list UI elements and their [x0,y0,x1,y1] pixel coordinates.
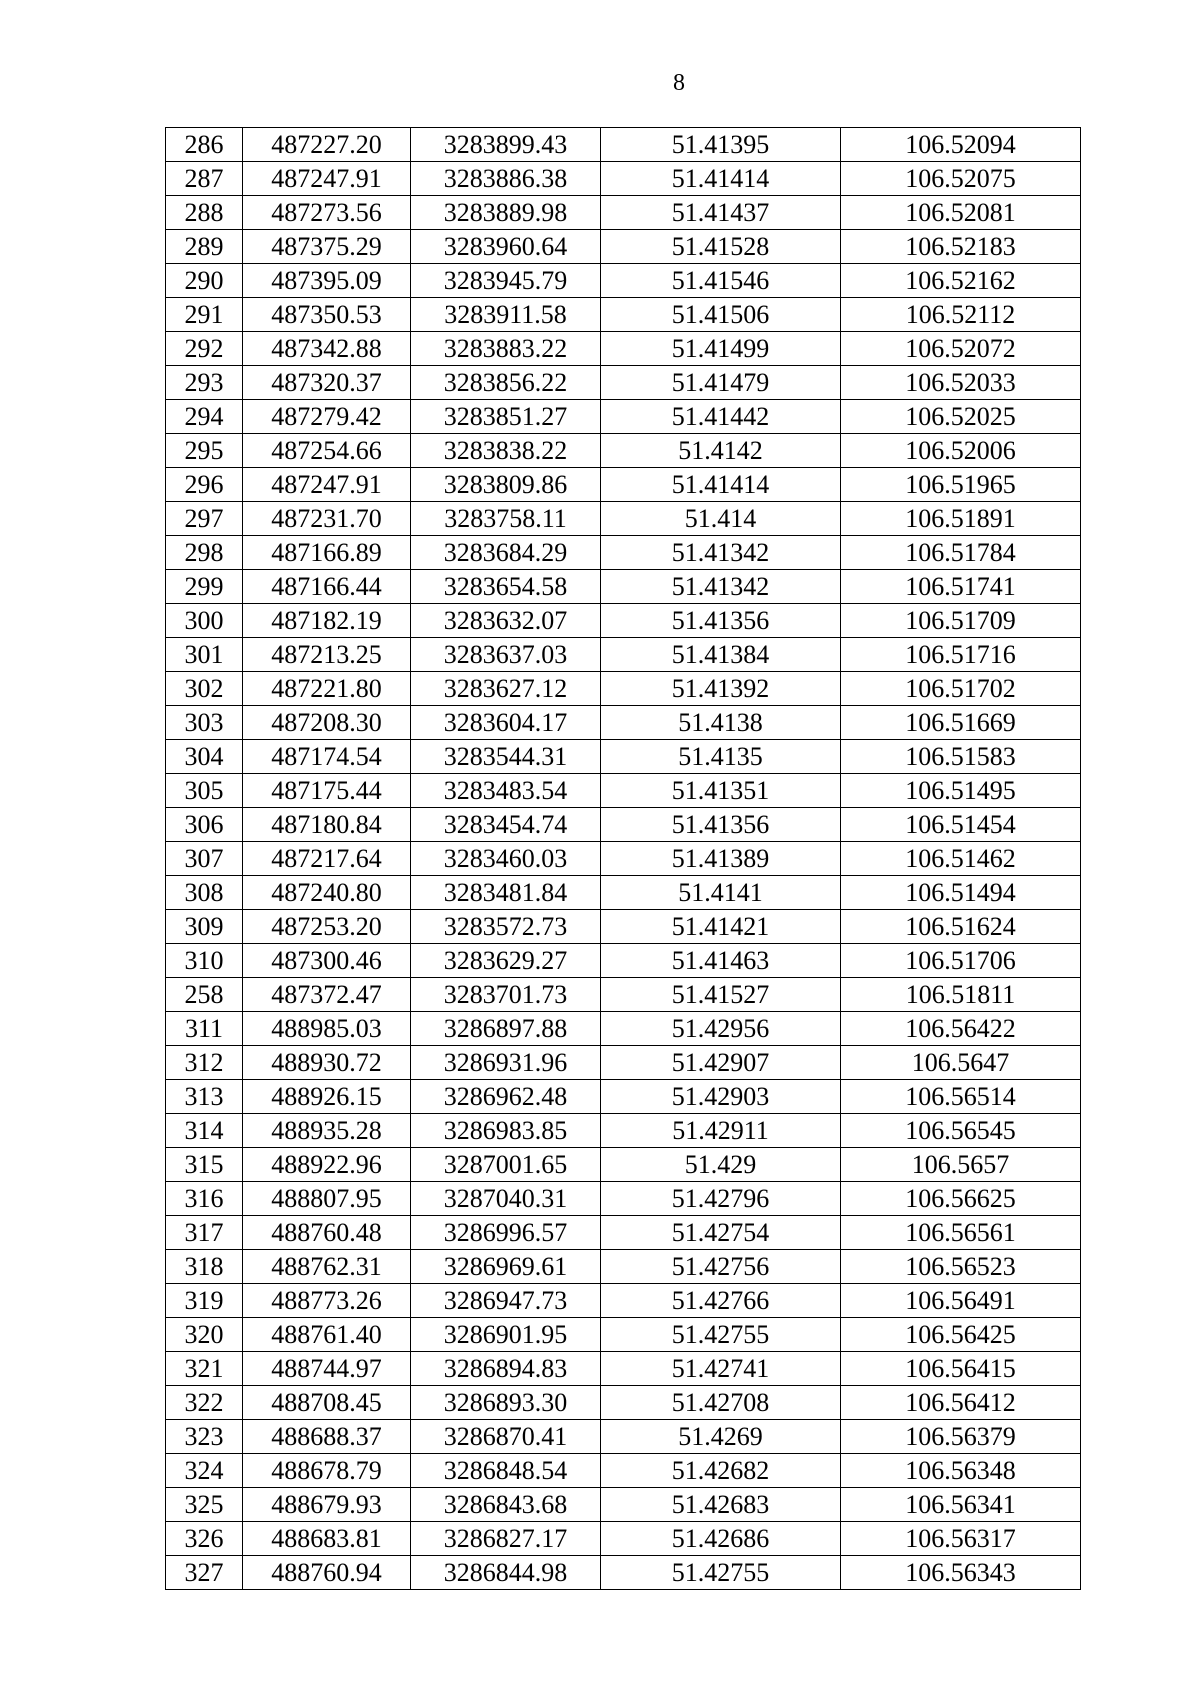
latitude-cell: 106.56343 [841,1556,1081,1590]
x-coordinate-cell: 488688.37 [243,1420,411,1454]
x-coordinate-cell: 487221.80 [243,672,411,706]
point-number-cell: 309 [166,910,243,944]
latitude-cell: 106.52025 [841,400,1081,434]
y-coordinate-cell: 3286844.98 [411,1556,601,1590]
longitude-cell: 51.42686 [601,1522,841,1556]
point-number-cell: 287 [166,162,243,196]
table-row [166,604,1081,638]
point-number-cell: 293 [166,366,243,400]
longitude-cell: 51.41351 [601,774,841,808]
x-coordinate-cell: 488760.94 [243,1556,411,1590]
table-row [166,230,1081,264]
longitude-cell: 51.41414 [601,468,841,502]
y-coordinate-cell: 3286827.17 [411,1522,601,1556]
x-coordinate-cell: 488760.48 [243,1216,411,1250]
point-number-cell: 323 [166,1420,243,1454]
point-number-cell: 314 [166,1114,243,1148]
point-number-cell: 296 [166,468,243,502]
point-number-cell: 326 [166,1522,243,1556]
longitude-cell: 51.42754 [601,1216,841,1250]
x-coordinate-cell: 488678.79 [243,1454,411,1488]
latitude-cell: 106.52006 [841,434,1081,468]
point-number-cell: 307 [166,842,243,876]
longitude-cell: 51.42708 [601,1386,841,1420]
latitude-cell: 106.51965 [841,468,1081,502]
latitude-cell: 106.56348 [841,1454,1081,1488]
x-coordinate-cell: 487227.20 [243,128,411,162]
table-row [166,1216,1081,1250]
latitude-cell: 106.56422 [841,1012,1081,1046]
point-number-cell: 318 [166,1250,243,1284]
longitude-cell: 51.41389 [601,842,841,876]
latitude-cell: 106.5647 [841,1046,1081,1080]
y-coordinate-cell: 3286843.68 [411,1488,601,1522]
x-coordinate-cell: 487182.19 [243,604,411,638]
longitude-cell: 51.41392 [601,672,841,706]
x-coordinate-cell: 487166.89 [243,536,411,570]
y-coordinate-cell: 3286897.88 [411,1012,601,1046]
longitude-cell: 51.41442 [601,400,841,434]
point-number-cell: 317 [166,1216,243,1250]
y-coordinate-cell: 3286947.73 [411,1284,601,1318]
longitude-cell: 51.41384 [601,638,841,672]
x-coordinate-cell: 488926.15 [243,1080,411,1114]
y-coordinate-cell: 3283654.58 [411,570,601,604]
longitude-cell: 51.41342 [601,570,841,604]
table-row [166,944,1081,978]
table-row [166,978,1081,1012]
latitude-cell: 106.51494 [841,876,1081,910]
latitude-cell: 106.52162 [841,264,1081,298]
x-coordinate-cell: 488773.26 [243,1284,411,1318]
table-row [166,400,1081,434]
latitude-cell: 106.5657 [841,1148,1081,1182]
latitude-cell: 106.51702 [841,672,1081,706]
latitude-cell: 106.51706 [841,944,1081,978]
point-number-cell: 298 [166,536,243,570]
point-number-cell: 289 [166,230,243,264]
x-coordinate-cell: 488930.72 [243,1046,411,1080]
y-coordinate-cell: 3283454.74 [411,808,601,842]
y-coordinate-cell: 3283886.38 [411,162,601,196]
latitude-cell: 106.52075 [841,162,1081,196]
y-coordinate-cell: 3286848.54 [411,1454,601,1488]
table-row [166,536,1081,570]
longitude-cell: 51.41421 [601,910,841,944]
y-coordinate-cell: 3283809.86 [411,468,601,502]
table-row [166,706,1081,740]
latitude-cell: 106.52094 [841,128,1081,162]
y-coordinate-cell: 3283604.17 [411,706,601,740]
point-number-cell: 325 [166,1488,243,1522]
longitude-cell: 51.4141 [601,876,841,910]
longitude-cell: 51.41342 [601,536,841,570]
x-coordinate-cell: 488985.03 [243,1012,411,1046]
latitude-cell: 106.51811 [841,978,1081,1012]
coordinates-table-body [166,128,1081,1590]
y-coordinate-cell: 3283883.22 [411,332,601,366]
latitude-cell: 106.56412 [841,1386,1081,1420]
point-number-cell: 322 [166,1386,243,1420]
point-number-cell: 315 [166,1148,243,1182]
latitude-cell: 106.52112 [841,298,1081,332]
y-coordinate-cell: 3286894.83 [411,1352,601,1386]
y-coordinate-cell: 3283572.73 [411,910,601,944]
longitude-cell: 51.4138 [601,706,841,740]
x-coordinate-cell: 488683.81 [243,1522,411,1556]
table-row [166,162,1081,196]
x-coordinate-cell: 488679.93 [243,1488,411,1522]
y-coordinate-cell: 3283684.29 [411,536,601,570]
y-coordinate-cell: 3283945.79 [411,264,601,298]
point-number-cell: 316 [166,1182,243,1216]
x-coordinate-cell: 487217.64 [243,842,411,876]
point-number-cell: 290 [166,264,243,298]
table-row [166,1352,1081,1386]
x-coordinate-cell: 487166.44 [243,570,411,604]
y-coordinate-cell: 3287040.31 [411,1182,601,1216]
point-number-cell: 304 [166,740,243,774]
point-number-cell: 311 [166,1012,243,1046]
longitude-cell: 51.42755 [601,1556,841,1590]
latitude-cell: 106.51583 [841,740,1081,774]
longitude-cell: 51.42682 [601,1454,841,1488]
longitude-cell: 51.4142 [601,434,841,468]
latitude-cell: 106.51454 [841,808,1081,842]
latitude-cell: 106.51624 [841,910,1081,944]
table-row [166,332,1081,366]
point-number-cell: 319 [166,1284,243,1318]
point-number-cell: 258 [166,978,243,1012]
point-number-cell: 297 [166,502,243,536]
y-coordinate-cell: 3283701.73 [411,978,601,1012]
y-coordinate-cell: 3286983.85 [411,1114,601,1148]
longitude-cell: 51.41414 [601,162,841,196]
y-coordinate-cell: 3283637.03 [411,638,601,672]
y-coordinate-cell: 3283483.54 [411,774,601,808]
table-row [166,1318,1081,1352]
x-coordinate-cell: 487350.53 [243,298,411,332]
longitude-cell: 51.42911 [601,1114,841,1148]
y-coordinate-cell: 3283481.84 [411,876,601,910]
table-row [166,1284,1081,1318]
table-row [166,468,1081,502]
table-row [166,570,1081,604]
y-coordinate-cell: 3283758.11 [411,502,601,536]
y-coordinate-cell: 3283632.07 [411,604,601,638]
longitude-cell: 51.414 [601,502,841,536]
y-coordinate-cell: 3286962.48 [411,1080,601,1114]
table-row [166,434,1081,468]
y-coordinate-cell: 3283889.98 [411,196,601,230]
x-coordinate-cell: 488708.45 [243,1386,411,1420]
table-row [166,366,1081,400]
point-number-cell: 321 [166,1352,243,1386]
longitude-cell: 51.42796 [601,1182,841,1216]
x-coordinate-cell: 487247.91 [243,162,411,196]
y-coordinate-cell: 3286901.95 [411,1318,601,1352]
point-number-cell: 306 [166,808,243,842]
latitude-cell: 106.51716 [841,638,1081,672]
longitude-cell: 51.41499 [601,332,841,366]
table-row [166,1386,1081,1420]
table-row [166,910,1081,944]
latitude-cell: 106.51709 [841,604,1081,638]
x-coordinate-cell: 487320.37 [243,366,411,400]
table-row [166,1012,1081,1046]
y-coordinate-cell: 3286996.57 [411,1216,601,1250]
x-coordinate-cell: 487213.25 [243,638,411,672]
x-coordinate-cell: 487208.30 [243,706,411,740]
table-row [166,1522,1081,1556]
latitude-cell: 106.56415 [841,1352,1081,1386]
x-coordinate-cell: 487273.56 [243,196,411,230]
y-coordinate-cell: 3283851.27 [411,400,601,434]
x-coordinate-cell: 487300.46 [243,944,411,978]
y-coordinate-cell: 3283960.64 [411,230,601,264]
latitude-cell: 106.56625 [841,1182,1081,1216]
x-coordinate-cell: 487254.66 [243,434,411,468]
table-row [166,638,1081,672]
latitude-cell: 106.56514 [841,1080,1081,1114]
x-coordinate-cell: 488935.28 [243,1114,411,1148]
longitude-cell: 51.41437 [601,196,841,230]
table-row [166,876,1081,910]
point-number-cell: 324 [166,1454,243,1488]
longitude-cell: 51.42907 [601,1046,841,1080]
latitude-cell: 106.56425 [841,1318,1081,1352]
point-number-cell: 320 [166,1318,243,1352]
x-coordinate-cell: 487174.54 [243,740,411,774]
longitude-cell: 51.42766 [601,1284,841,1318]
y-coordinate-cell: 3283544.31 [411,740,601,774]
y-coordinate-cell: 3283899.43 [411,128,601,162]
longitude-cell: 51.42755 [601,1318,841,1352]
x-coordinate-cell: 488922.96 [243,1148,411,1182]
x-coordinate-cell: 487240.80 [243,876,411,910]
point-number-cell: 302 [166,672,243,706]
point-number-cell: 295 [166,434,243,468]
table-row [166,264,1081,298]
table-row [166,1250,1081,1284]
table-row [166,1114,1081,1148]
point-number-cell: 305 [166,774,243,808]
longitude-cell: 51.42903 [601,1080,841,1114]
longitude-cell: 51.42683 [601,1488,841,1522]
y-coordinate-cell: 3287001.65 [411,1148,601,1182]
x-coordinate-cell: 487253.20 [243,910,411,944]
point-number-cell: 301 [166,638,243,672]
x-coordinate-cell: 487395.09 [243,264,411,298]
longitude-cell: 51.4135 [601,740,841,774]
longitude-cell: 51.41528 [601,230,841,264]
latitude-cell: 106.52072 [841,332,1081,366]
latitude-cell: 106.56561 [841,1216,1081,1250]
y-coordinate-cell: 3286969.61 [411,1250,601,1284]
longitude-cell: 51.41356 [601,604,841,638]
table-row [166,298,1081,332]
x-coordinate-cell: 487247.91 [243,468,411,502]
y-coordinate-cell: 3286931.96 [411,1046,601,1080]
table-row [166,1182,1081,1216]
point-number-cell: 291 [166,298,243,332]
longitude-cell: 51.4269 [601,1420,841,1454]
x-coordinate-cell: 487231.70 [243,502,411,536]
longitude-cell: 51.41527 [601,978,841,1012]
longitude-cell: 51.42756 [601,1250,841,1284]
point-number-cell: 327 [166,1556,243,1590]
point-number-cell: 312 [166,1046,243,1080]
table-row [166,672,1081,706]
latitude-cell: 106.56341 [841,1488,1081,1522]
table-row [166,1080,1081,1114]
table-row [166,1454,1081,1488]
latitude-cell: 106.51784 [841,536,1081,570]
y-coordinate-cell: 3286893.30 [411,1386,601,1420]
latitude-cell: 106.51741 [841,570,1081,604]
longitude-cell: 51.429 [601,1148,841,1182]
table-row [166,128,1081,162]
longitude-cell: 51.41546 [601,264,841,298]
x-coordinate-cell: 487342.88 [243,332,411,366]
y-coordinate-cell: 3283627.12 [411,672,601,706]
longitude-cell: 51.41506 [601,298,841,332]
latitude-cell: 106.56317 [841,1522,1081,1556]
table-row [166,1420,1081,1454]
latitude-cell: 106.51669 [841,706,1081,740]
x-coordinate-cell: 487375.29 [243,230,411,264]
longitude-cell: 51.41356 [601,808,841,842]
table-row [166,740,1081,774]
x-coordinate-cell: 487372.47 [243,978,411,1012]
point-number-cell: 292 [166,332,243,366]
x-coordinate-cell: 487180.84 [243,808,411,842]
point-number-cell: 294 [166,400,243,434]
longitude-cell: 51.41463 [601,944,841,978]
point-number-cell: 299 [166,570,243,604]
page-number: 8 [673,70,685,96]
point-number-cell: 310 [166,944,243,978]
latitude-cell: 106.56491 [841,1284,1081,1318]
point-number-cell: 300 [166,604,243,638]
x-coordinate-cell: 488807.95 [243,1182,411,1216]
point-number-cell: 288 [166,196,243,230]
longitude-cell: 51.42741 [601,1352,841,1386]
longitude-cell: 51.41395 [601,128,841,162]
latitude-cell: 106.56545 [841,1114,1081,1148]
x-coordinate-cell: 487279.42 [243,400,411,434]
x-coordinate-cell: 488744.97 [243,1352,411,1386]
latitude-cell: 106.52081 [841,196,1081,230]
table-row [166,1488,1081,1522]
x-coordinate-cell: 488761.40 [243,1318,411,1352]
table-row [166,808,1081,842]
y-coordinate-cell: 3286870.41 [411,1420,601,1454]
y-coordinate-cell: 3283838.22 [411,434,601,468]
x-coordinate-cell: 488762.31 [243,1250,411,1284]
table-row [166,1148,1081,1182]
longitude-cell: 51.42956 [601,1012,841,1046]
coordinates-table [165,127,1081,1590]
table-row [166,1046,1081,1080]
y-coordinate-cell: 3283460.03 [411,842,601,876]
latitude-cell: 106.52033 [841,366,1081,400]
latitude-cell: 106.51462 [841,842,1081,876]
y-coordinate-cell: 3283629.27 [411,944,601,978]
point-number-cell: 313 [166,1080,243,1114]
table-row [166,502,1081,536]
latitude-cell: 106.51891 [841,502,1081,536]
latitude-cell: 106.56379 [841,1420,1081,1454]
longitude-cell: 51.41479 [601,366,841,400]
table-row [166,842,1081,876]
point-number-cell: 303 [166,706,243,740]
y-coordinate-cell: 3283856.22 [411,366,601,400]
y-coordinate-cell: 3283911.58 [411,298,601,332]
x-coordinate-cell: 487175.44 [243,774,411,808]
table-row [166,774,1081,808]
table-row [166,1556,1081,1590]
table-row [166,196,1081,230]
latitude-cell: 106.52183 [841,230,1081,264]
point-number-cell: 308 [166,876,243,910]
point-number-cell: 286 [166,128,243,162]
latitude-cell: 106.56523 [841,1250,1081,1284]
latitude-cell: 106.51495 [841,774,1081,808]
